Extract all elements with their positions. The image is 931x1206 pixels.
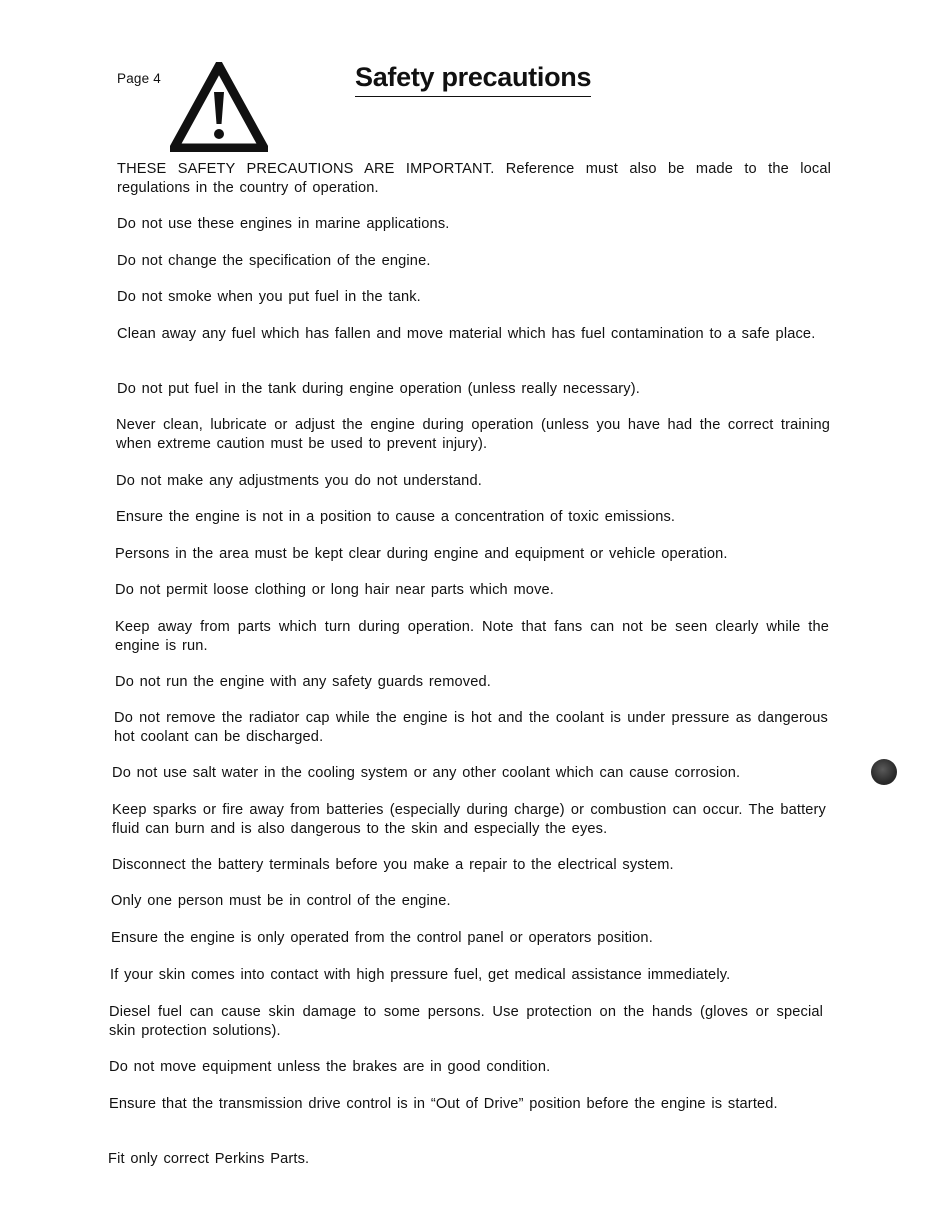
precaution-paragraph: Disconnect the battery terminals before you make a repair to the electrical system. bbox=[112, 857, 674, 873]
precaution-paragraph: Do not use salt water in the cooling system or any other coolant which can cause corrosion. bbox=[112, 765, 741, 781]
precaution-paragraph: If your skin comes into contact with high pressure fuel, get medical assistance immediately. bbox=[110, 967, 731, 983]
warning-triangle-icon bbox=[170, 62, 268, 152]
precaution-paragraph: Do not move equipment unless the brakes are in good condition. bbox=[109, 1059, 551, 1075]
precaution-paragraph: Ensure that the transmission drive control is in “Out of Drive” position before the engine is started. bbox=[109, 1096, 778, 1112]
precaution-paragraph: Do not run the engine with any safety guards removed. bbox=[115, 674, 491, 690]
precaution-paragraph: Do not use these engines in marine applications. bbox=[117, 216, 450, 232]
precaution-paragraph: Never clean, lubricate or adjust the engine during operation (unless you have had the correct training when extreme caution must be used to prevent injury). bbox=[116, 417, 830, 452]
precaution-paragraph: Keep away from parts which turn during operation. Note that fans can not be seen clearly while the engine is run. bbox=[115, 619, 829, 654]
precaution-paragraph: Do not smoke when you put fuel in the tank. bbox=[117, 289, 421, 305]
precaution-paragraph: Persons in the area must be kept clear during engine and equipment or vehicle operation. bbox=[115, 546, 728, 562]
page-number: Page 4 bbox=[117, 71, 161, 86]
binder-punch-hole bbox=[871, 759, 897, 785]
precaution-paragraph: Ensure the engine is only operated from the control panel or operators position. bbox=[111, 930, 653, 946]
precaution-paragraph: Keep sparks or fire away from batteries (especially during charge) or combustion can occur. The battery fluid can burn and is also dangerous to the skin and especially the eyes. bbox=[112, 802, 826, 837]
precaution-paragraph: Ensure the engine is not in a position to cause a concentration of toxic emissions. bbox=[116, 509, 676, 525]
precaution-paragraph: Do not change the specification of the engine. bbox=[117, 253, 431, 269]
precaution-paragraph: Fit only correct Perkins Parts. bbox=[108, 1151, 310, 1167]
precaution-paragraph: Do not put fuel in the tank during engine operation (unless really necessary). bbox=[117, 381, 640, 397]
page-title: Safety precautions bbox=[355, 62, 591, 97]
precaution-paragraph: Do not make any adjustments you do not understand. bbox=[116, 473, 482, 489]
precaution-paragraph: Diesel fuel can cause skin damage to some persons. Use protection on the hands (gloves or special skin protection solutions). bbox=[109, 1004, 823, 1039]
precaution-paragraph: Clean away any fuel which has fallen and move material which has fuel contamination to a safe place. bbox=[117, 326, 816, 342]
precaution-paragraph: Only one person must be in control of the engine. bbox=[111, 893, 451, 909]
precaution-paragraph: Do not remove the radiator cap while the engine is hot and the coolant is under pressure as dangerous hot coolant can be discharged. bbox=[114, 710, 828, 745]
precaution-paragraph: THESE SAFETY PRECAUTIONS ARE IMPORTANT. Reference must also be made to the local regulations in the country of operation. bbox=[117, 161, 831, 196]
precaution-paragraph: Do not permit loose clothing or long hair near parts which move. bbox=[115, 582, 554, 598]
